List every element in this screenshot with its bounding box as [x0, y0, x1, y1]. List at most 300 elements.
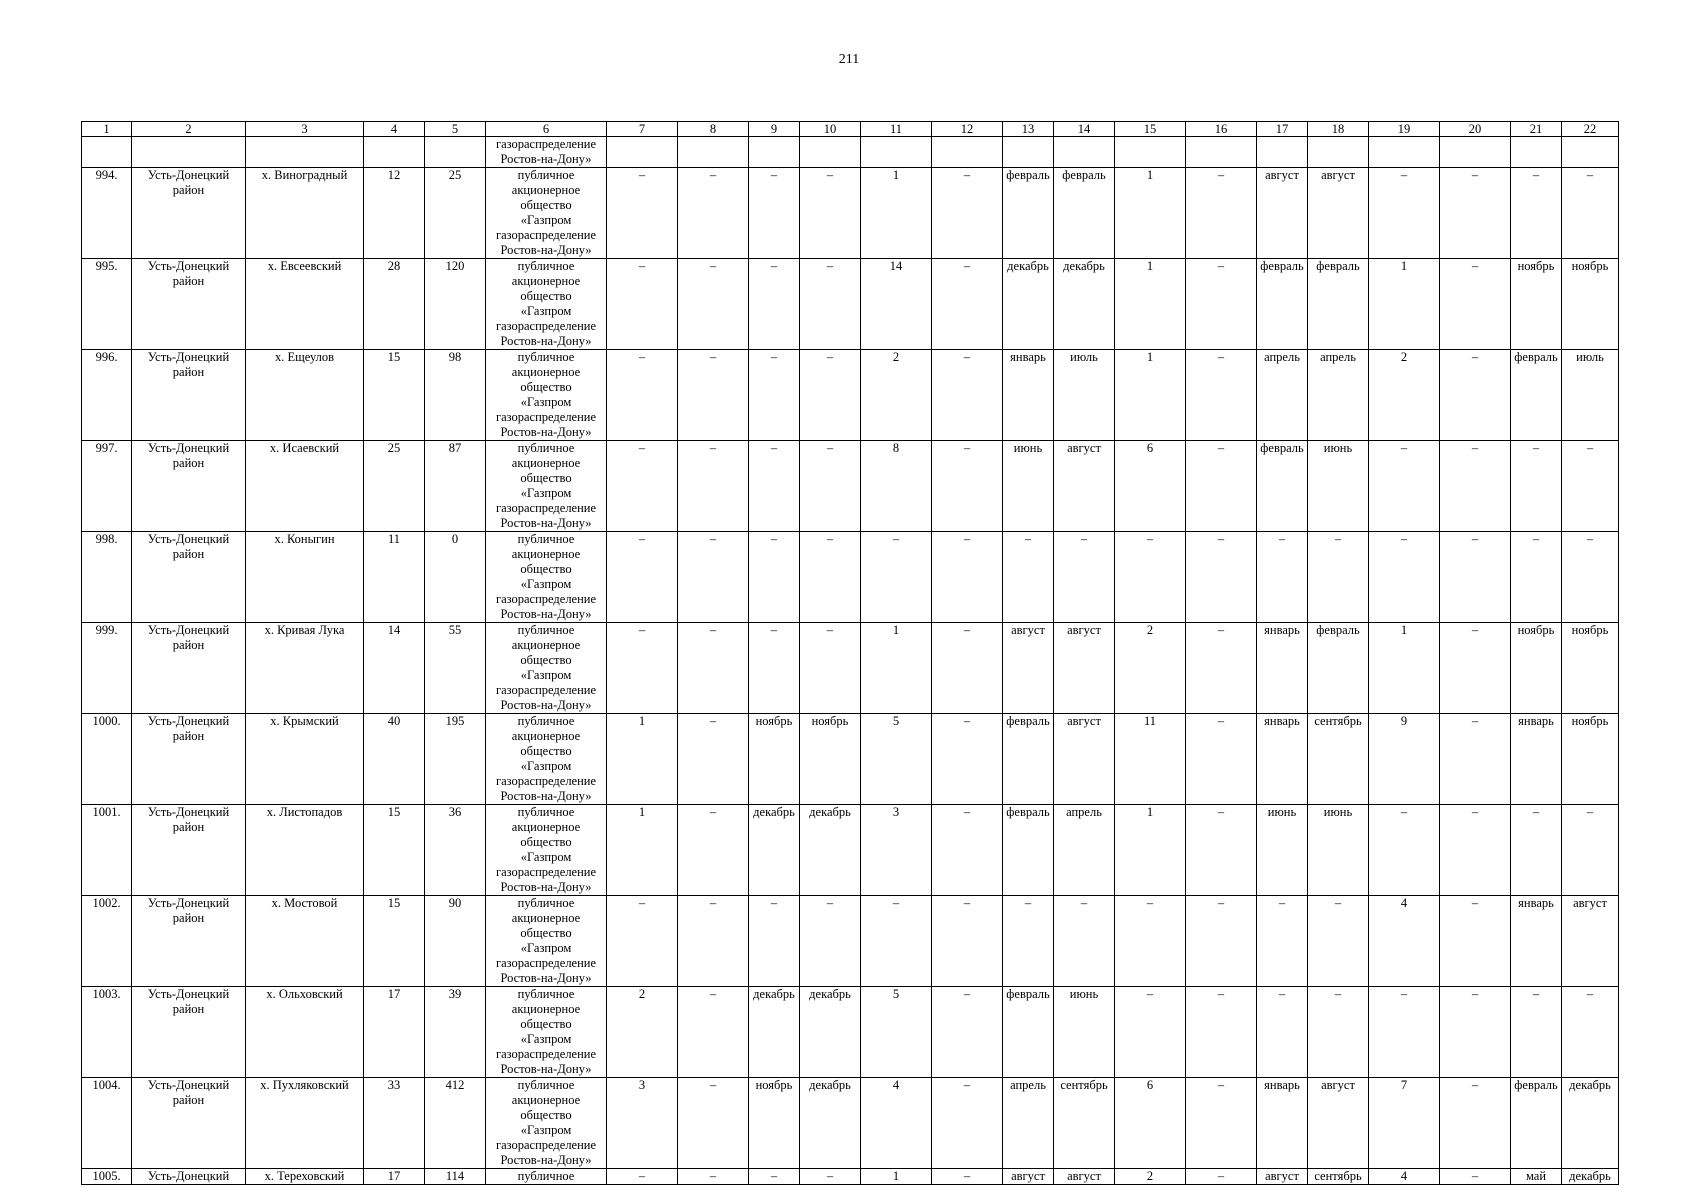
district-cell: [132, 714, 246, 805]
value-cell-17: январь: [1257, 623, 1308, 714]
value-cell-17: –: [1257, 896, 1308, 987]
table-row: [82, 532, 1619, 623]
value-cell-10: –: [800, 259, 861, 350]
org-line: публичное: [517, 441, 575, 455]
org-line: акционерное: [511, 729, 581, 743]
org-line: общество: [520, 1108, 572, 1122]
org-line: акционерное: [511, 1093, 581, 1107]
value-cell-11: 1: [861, 168, 932, 259]
value-cell-9: –: [749, 623, 800, 714]
value-cell-4: 11: [364, 532, 425, 623]
org-line: общество: [520, 289, 572, 303]
value-cell-13: февраль: [1003, 168, 1054, 259]
col-header-10: 10: [800, 122, 861, 137]
value-cell-9: декабрь: [749, 987, 800, 1078]
value-cell-14: февраль: [1054, 168, 1115, 259]
district-cell: [132, 896, 246, 987]
value-cell-5: 90: [425, 896, 486, 987]
org-line: газораспределение: [495, 137, 597, 151]
row-number: 1000.: [82, 714, 132, 805]
value-cell-21: –: [1511, 532, 1562, 623]
org-line: газораспределение: [495, 1047, 597, 1061]
value-cell-17: август: [1257, 168, 1308, 259]
value-cell-4: 28: [364, 259, 425, 350]
value-cell-20: –: [1440, 623, 1511, 714]
value-cell-8: –: [678, 805, 749, 896]
org-line: газораспределение: [495, 228, 597, 242]
org-line: акционерное: [511, 365, 581, 379]
value-cell-22: ноябрь: [1562, 259, 1619, 350]
value-cell-10: –: [800, 532, 861, 623]
value-cell-17: январь: [1257, 1078, 1308, 1169]
org-line: общество: [520, 562, 572, 576]
org-line: общество: [520, 926, 572, 940]
value-cell-16: –: [1186, 168, 1257, 259]
value-cell-22: декабрь: [1562, 1078, 1619, 1169]
value-cell-14: август: [1054, 714, 1115, 805]
value-cell-8: –: [678, 259, 749, 350]
value-cell-7: –: [607, 1169, 678, 1185]
value-cell-17: февраль: [1257, 259, 1308, 350]
value-cell-16: –: [1186, 623, 1257, 714]
col-header-19: 19: [1369, 122, 1440, 137]
org-line: общество: [520, 653, 572, 667]
value-cell-19: –: [1369, 168, 1440, 259]
org-line: Ростов-на-Дону»: [500, 243, 592, 257]
value-cell-5: 39: [425, 987, 486, 1078]
org-line: общество: [520, 198, 572, 212]
row-number: 1001.: [82, 805, 132, 896]
col-header-2: 2: [132, 122, 246, 137]
value-cell-8: –: [678, 623, 749, 714]
value-cell-15: 6: [1115, 441, 1186, 532]
value-cell-4: 12: [364, 168, 425, 259]
value-cell-19: –: [1369, 532, 1440, 623]
value-cell-11: 5: [861, 987, 932, 1078]
col-header-17: 17: [1257, 122, 1308, 137]
value-cell-16: –: [1186, 532, 1257, 623]
value-cell-5: 25: [425, 168, 486, 259]
district-cell: [132, 259, 246, 350]
district-cell: [132, 532, 246, 623]
value-cell-14: апрель: [1054, 805, 1115, 896]
district-line: Усть-Донецкий: [147, 896, 230, 910]
district-cell: [132, 623, 246, 714]
org-line: «Газпром: [520, 213, 572, 227]
district-line: район: [172, 183, 205, 197]
district-line: район: [172, 274, 205, 288]
value-cell-15: 1: [1115, 805, 1186, 896]
col-header-20: 20: [1440, 122, 1511, 137]
org-line: «Газпром: [520, 941, 572, 955]
value-cell-9: декабрь: [749, 805, 800, 896]
value-cell-21: февраль: [1511, 350, 1562, 441]
district-cell: [132, 805, 246, 896]
org-line: акционерное: [511, 274, 581, 288]
value-cell-7: 1: [607, 805, 678, 896]
value-cell-19: 4: [1369, 896, 1440, 987]
value-cell-8: –: [678, 1169, 749, 1185]
district-line: район: [172, 911, 205, 925]
page-number: 211: [838, 52, 860, 67]
org-line: Ростов-на-Дону»: [500, 880, 592, 894]
value-cell-4: 15: [364, 805, 425, 896]
value-cell-14: июль: [1054, 350, 1115, 441]
district-line: район: [172, 638, 205, 652]
value-cell-21: январь: [1511, 714, 1562, 805]
district-line: район: [172, 820, 205, 834]
value-cell-8: –: [678, 714, 749, 805]
value-cell-15: 2: [1115, 1169, 1186, 1185]
value-cell-8: –: [678, 350, 749, 441]
district-cell: [132, 168, 246, 259]
value-cell-14: август: [1054, 1169, 1115, 1185]
district-line: Усть-Донецкий: [147, 623, 230, 637]
value-cell-4: 33: [364, 1078, 425, 1169]
org-line: газораспределение: [495, 592, 597, 606]
value-cell-5: 120: [425, 259, 486, 350]
value-cell-5: 114: [425, 1169, 486, 1185]
value-cell-7: –: [607, 896, 678, 987]
value-cell-10: декабрь: [800, 987, 861, 1078]
org-line: публичное: [517, 168, 575, 182]
org-line: «Газпром: [520, 577, 572, 591]
value-cell-14: август: [1054, 441, 1115, 532]
district-cell: [132, 350, 246, 441]
settlement-cell: х. Пухляковский: [246, 1078, 364, 1169]
org-line: газораспределение: [495, 319, 597, 333]
value-cell-12: –: [932, 805, 1003, 896]
col-header-21: 21: [1511, 122, 1562, 137]
district-line: Усть-Донецкий: [147, 441, 230, 455]
value-cell-12: –: [932, 1078, 1003, 1169]
value-cell-14: декабрь: [1054, 259, 1115, 350]
value-cell-10: декабрь: [800, 1078, 861, 1169]
org-line: акционерное: [511, 820, 581, 834]
value-cell-5: 87: [425, 441, 486, 532]
value-cell-7: 2: [607, 987, 678, 1078]
org-line: «Газпром: [520, 1123, 572, 1137]
org-line: публичное: [517, 259, 575, 273]
district-line: Усть-Донецкий: [147, 259, 230, 273]
value-cell-22: август: [1562, 896, 1619, 987]
value-cell-9: –: [749, 441, 800, 532]
value-cell-17: февраль: [1257, 441, 1308, 532]
settlement-cell: х. Коныгин: [246, 532, 364, 623]
table-row: [82, 441, 1619, 532]
district-line: район: [172, 1093, 205, 1107]
value-cell-15: 1: [1115, 259, 1186, 350]
org-line: общество: [520, 380, 572, 394]
value-cell-14: –: [1054, 532, 1115, 623]
row-number: 1002.: [82, 896, 132, 987]
org-cell: [486, 532, 607, 623]
row-number: 997.: [82, 441, 132, 532]
org-line: публичное: [517, 714, 575, 728]
value-cell-13: июнь: [1003, 441, 1054, 532]
value-cell-13: август: [1003, 1169, 1054, 1185]
table-row: [82, 714, 1619, 805]
col-header-3: 3: [246, 122, 364, 137]
org-line: газораспределение: [495, 1138, 597, 1152]
col-header-4: 4: [364, 122, 425, 137]
value-cell-4: 14: [364, 623, 425, 714]
col-header-16: 16: [1186, 122, 1257, 137]
value-cell-8: –: [678, 1078, 749, 1169]
value-cell-8: –: [678, 896, 749, 987]
value-cell-20: –: [1440, 987, 1511, 1078]
settlement-cell: х. Мостовой: [246, 896, 364, 987]
org-line: акционерное: [511, 456, 581, 470]
value-cell-18: февраль: [1308, 259, 1369, 350]
settlement-cell: х. Листопадов: [246, 805, 364, 896]
district-line: район: [172, 729, 205, 743]
col-header-13: 13: [1003, 122, 1054, 137]
value-cell-16: –: [1186, 259, 1257, 350]
value-cell-20: –: [1440, 168, 1511, 259]
org-line: публичное: [517, 350, 575, 364]
value-cell-7: –: [607, 532, 678, 623]
col-header-6: 6: [486, 122, 607, 137]
value-cell-12: –: [932, 259, 1003, 350]
value-cell-10: –: [800, 350, 861, 441]
value-cell-19: 7: [1369, 1078, 1440, 1169]
value-cell-21: ноябрь: [1511, 623, 1562, 714]
org-cell: [486, 168, 607, 259]
value-cell-12: –: [932, 987, 1003, 1078]
org-cell: [486, 987, 607, 1078]
org-line: «Газпром: [520, 304, 572, 318]
org-line: Ростов-на-Дону»: [500, 789, 592, 803]
value-cell-9: –: [749, 168, 800, 259]
district-line: Усть-Донецкий: [147, 987, 230, 1001]
org-line: газораспределение: [495, 501, 597, 515]
value-cell-8: –: [678, 441, 749, 532]
value-cell-11: –: [861, 532, 932, 623]
district-line: Усть-Донецкий: [147, 532, 230, 546]
org-cell: [486, 805, 607, 896]
value-cell-21: –: [1511, 441, 1562, 532]
value-cell-16: –: [1186, 714, 1257, 805]
org-line: Ростов-на-Дону»: [500, 334, 592, 348]
value-cell-22: ноябрь: [1562, 714, 1619, 805]
value-cell-5: 412: [425, 1078, 486, 1169]
district-line: Усть-Донецкий: [147, 1078, 230, 1092]
district-cell: Усть-Донецкий: [132, 1169, 246, 1185]
value-cell-15: 1: [1115, 350, 1186, 441]
org-line: газораспределение: [495, 865, 597, 879]
value-cell-19: 4: [1369, 1169, 1440, 1185]
value-cell-5: 36: [425, 805, 486, 896]
value-cell-22: –: [1562, 441, 1619, 532]
value-cell-17: –: [1257, 987, 1308, 1078]
org-line: общество: [520, 835, 572, 849]
value-cell-18: июнь: [1308, 441, 1369, 532]
value-cell-12: –: [932, 532, 1003, 623]
value-cell-11: 8: [861, 441, 932, 532]
col-header-5: 5: [425, 122, 486, 137]
value-cell-18: –: [1308, 532, 1369, 623]
org-line: акционерное: [511, 1002, 581, 1016]
value-cell-10: декабрь: [800, 805, 861, 896]
value-cell-15: 1: [1115, 168, 1186, 259]
value-cell-14: август: [1054, 623, 1115, 714]
org-cell: [486, 137, 607, 168]
col-header-11: 11: [861, 122, 932, 137]
settlement-cell: х. Крымский: [246, 714, 364, 805]
org-line: Ростов-на-Дону»: [500, 152, 592, 166]
org-line: Ростов-на-Дону»: [500, 516, 592, 530]
data-table: [81, 121, 1619, 1185]
value-cell-18: сентябрь: [1308, 714, 1369, 805]
org-line: Ростов-на-Дону»: [500, 1153, 592, 1167]
district-line: район: [172, 1002, 205, 1016]
org-line: публичное: [517, 805, 575, 819]
value-cell-19: 1: [1369, 623, 1440, 714]
settlement-cell: х. Кривая Лука: [246, 623, 364, 714]
value-cell-18: июнь: [1308, 805, 1369, 896]
value-cell-12: –: [932, 350, 1003, 441]
value-cell-18: –: [1308, 896, 1369, 987]
value-cell-11: –: [861, 896, 932, 987]
value-cell-7: 3: [607, 1078, 678, 1169]
org-line: публичное: [517, 896, 575, 910]
table-row: [82, 623, 1619, 714]
value-cell-11: 3: [861, 805, 932, 896]
value-cell-19: –: [1369, 805, 1440, 896]
column-number-header: [82, 122, 1619, 137]
table-row: [82, 805, 1619, 896]
value-cell-14: июнь: [1054, 987, 1115, 1078]
value-cell-12: –: [932, 714, 1003, 805]
value-cell-7: –: [607, 168, 678, 259]
value-cell-12: –: [932, 1169, 1003, 1185]
value-cell-19: 1: [1369, 259, 1440, 350]
value-cell-18: август: [1308, 1078, 1369, 1169]
value-cell-21: февраль: [1511, 1078, 1562, 1169]
district-cell: [132, 1078, 246, 1169]
value-cell-16: –: [1186, 987, 1257, 1078]
value-cell-11: 1: [861, 623, 932, 714]
settlement-cell: х. Ольховский: [246, 987, 364, 1078]
value-cell-10: ноябрь: [800, 714, 861, 805]
org-cell: [486, 350, 607, 441]
value-cell-22: –: [1562, 805, 1619, 896]
value-cell-16: –: [1186, 1169, 1257, 1185]
value-cell-18: сентябрь: [1308, 1169, 1369, 1185]
row-number: 994.: [82, 168, 132, 259]
value-cell-7: –: [607, 350, 678, 441]
value-cell-18: –: [1308, 987, 1369, 1078]
value-cell-21: –: [1511, 168, 1562, 259]
value-cell-14: сентябрь: [1054, 1078, 1115, 1169]
value-cell-22: –: [1562, 168, 1619, 259]
district-line: район: [172, 547, 205, 561]
table-row: [82, 259, 1619, 350]
row-number: 996.: [82, 350, 132, 441]
value-cell-4: 15: [364, 350, 425, 441]
org-line: общество: [520, 471, 572, 485]
col-header-14: 14: [1054, 122, 1115, 137]
settlement-cell: х. Исаевский: [246, 441, 364, 532]
value-cell-11: 5: [861, 714, 932, 805]
value-cell-17: август: [1257, 1169, 1308, 1185]
value-cell-4: 40: [364, 714, 425, 805]
org-cell: [486, 1078, 607, 1169]
value-cell-16: –: [1186, 805, 1257, 896]
value-cell-19: –: [1369, 441, 1440, 532]
org-line: общество: [520, 1017, 572, 1031]
value-cell-21: –: [1511, 805, 1562, 896]
continuation-row: [82, 137, 1619, 168]
value-cell-5: 195: [425, 714, 486, 805]
value-cell-19: 2: [1369, 350, 1440, 441]
value-cell-18: февраль: [1308, 623, 1369, 714]
value-cell-16: –: [1186, 1078, 1257, 1169]
value-cell-13: февраль: [1003, 714, 1054, 805]
col-header-12: 12: [932, 122, 1003, 137]
value-cell-5: 55: [425, 623, 486, 714]
value-cell-17: январь: [1257, 714, 1308, 805]
value-cell-20: –: [1440, 1078, 1511, 1169]
value-cell-13: февраль: [1003, 805, 1054, 896]
settlement-cell: х. Евсеевский: [246, 259, 364, 350]
value-cell-9: ноябрь: [749, 1078, 800, 1169]
value-cell-10: –: [800, 168, 861, 259]
value-cell-22: –: [1562, 532, 1619, 623]
org-line: акционерное: [511, 183, 581, 197]
value-cell-21: май: [1511, 1169, 1562, 1185]
org-line: газораспределение: [495, 683, 597, 697]
settlement-cell: х. Виноградный: [246, 168, 364, 259]
org-line: публичное: [517, 623, 575, 637]
row-number: 999.: [82, 623, 132, 714]
value-cell-9: –: [749, 532, 800, 623]
value-cell-16: –: [1186, 896, 1257, 987]
col-header-15: 15: [1115, 122, 1186, 137]
settlement-cell: х. Тереховский: [246, 1169, 364, 1185]
value-cell-7: –: [607, 623, 678, 714]
table-row: [82, 987, 1619, 1078]
col-header-8: 8: [678, 122, 749, 137]
district-cell: [132, 441, 246, 532]
row-number: 998.: [82, 532, 132, 623]
value-cell-20: –: [1440, 714, 1511, 805]
org-cell: [486, 714, 607, 805]
table-row: [82, 1078, 1619, 1169]
district-line: Усть-Донецкий: [147, 805, 230, 819]
value-cell-4: 15: [364, 896, 425, 987]
org-line: публичное: [517, 1078, 575, 1092]
value-cell-19: –: [1369, 987, 1440, 1078]
value-cell-20: –: [1440, 350, 1511, 441]
value-cell-9: –: [749, 896, 800, 987]
org-line: публичное: [517, 987, 575, 1001]
org-line: Ростов-на-Дону»: [500, 425, 592, 439]
value-cell-22: декабрь: [1562, 1169, 1619, 1185]
value-cell-17: апрель: [1257, 350, 1308, 441]
col-header-7: 7: [607, 122, 678, 137]
col-header-1: 1: [82, 122, 132, 137]
value-cell-13: апрель: [1003, 1078, 1054, 1169]
value-cell-15: –: [1115, 987, 1186, 1078]
value-cell-9: –: [749, 1169, 800, 1185]
value-cell-8: –: [678, 168, 749, 259]
org-line: Ростов-на-Дону»: [500, 607, 592, 621]
district-line: район: [172, 365, 205, 379]
value-cell-14: –: [1054, 896, 1115, 987]
value-cell-12: –: [932, 896, 1003, 987]
